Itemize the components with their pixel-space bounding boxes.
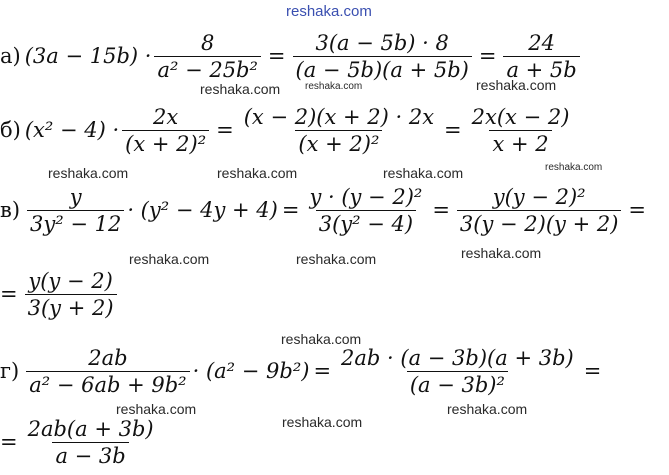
watermark: reshaka.com — [476, 77, 557, 93]
fraction — [27, 185, 124, 236]
fraction — [122, 105, 209, 156]
watermark-top: reshaka.com — [286, 3, 372, 20]
problem-a — [0, 24, 583, 88]
fraction — [25, 269, 117, 320]
equals-sign: = — [313, 359, 332, 383]
denominator: x + 2 — [489, 130, 551, 156]
equals-sign: = — [478, 44, 497, 68]
numerator: 2ab · (a − 3b)(a + 3b) — [341, 345, 574, 370]
numerator: y · (y − 2)² — [309, 184, 423, 209]
problem-label: б) — [0, 118, 21, 142]
problem-v — [0, 176, 650, 244]
fraction — [503, 31, 579, 82]
expression-multiplier: · (y² − 4y + 4) — [127, 198, 278, 222]
fraction — [241, 105, 437, 156]
equals-sign: = — [583, 359, 602, 383]
watermark: reshaka.com — [383, 165, 464, 181]
watermark: reshaka.com — [200, 81, 281, 97]
equals-sign: = — [0, 430, 18, 454]
watermark: reshaka.com — [217, 165, 298, 181]
fraction — [25, 417, 157, 468]
expression-lead: (x² − 4) · — [24, 118, 120, 142]
expression-lead: (3a − 15b) · — [24, 44, 152, 68]
equals-sign: = — [216, 118, 234, 142]
fraction — [154, 31, 260, 82]
denominator: (a − 3b)² — [407, 371, 508, 397]
denominator: 3(y − 2)(y + 2) — [457, 210, 621, 236]
numerator: 2ab — [88, 345, 128, 370]
denominator: a − 3b — [52, 442, 128, 468]
fraction — [293, 31, 472, 82]
watermark: reshaka.com — [282, 414, 363, 430]
numerator: 8 — [201, 30, 215, 55]
denominator: (x + 2)² — [295, 130, 382, 156]
watermark: reshaka.com — [48, 165, 129, 181]
numerator: 3(a − 5b) · 8 — [315, 30, 449, 55]
denominator: (x + 2)² — [122, 130, 209, 156]
equals-sign: = — [267, 44, 286, 68]
problem-v-continuation — [0, 262, 120, 326]
denominator: a² − 25b² — [154, 56, 260, 82]
fraction — [469, 105, 573, 156]
equals-sign: = — [0, 282, 18, 306]
denominator: 3(y + 2) — [25, 294, 117, 320]
equals-sign: = — [432, 198, 450, 222]
watermark: reshaka.com — [116, 401, 197, 417]
problem-label: а) — [0, 44, 21, 68]
fraction — [306, 185, 425, 236]
denominator: 3y² − 12 — [27, 210, 124, 236]
equals-sign: = — [444, 118, 462, 142]
equals-sign: = — [628, 198, 647, 222]
fraction — [26, 346, 189, 397]
numerator: y(y − 2)² — [492, 184, 586, 209]
expression-multiplier: · (a² − 9b²) — [192, 359, 310, 383]
watermark: reshaka.com — [447, 401, 528, 417]
denominator: (a − 5b)(a + 5b) — [293, 56, 472, 82]
problem-g-continuation — [0, 410, 160, 474]
problem-label: в) — [0, 198, 21, 222]
numerator: 2x — [153, 104, 179, 129]
denominator: 3(y² − 4) — [316, 210, 416, 236]
watermark: reshaka.com — [305, 81, 363, 92]
watermark: reshaka.com — [296, 251, 377, 267]
fraction — [338, 346, 577, 397]
equals-sign: = — [281, 198, 300, 222]
problem-b — [0, 98, 575, 162]
problem-label: г) — [0, 359, 20, 383]
numerator: 24 — [528, 30, 555, 55]
watermark: reshaka.com — [281, 331, 362, 347]
numerator: y — [69, 184, 82, 209]
numerator: 2x(x − 2) — [471, 104, 570, 129]
denominator: a² − 6ab + 9b² — [26, 371, 189, 397]
problem-g — [0, 338, 605, 404]
watermark: reshaka.com — [545, 162, 603, 173]
denominator: a + 5b — [503, 56, 579, 82]
numerator: (x − 2)(x + 2) · 2x — [243, 104, 435, 129]
numerator: y(y − 2) — [28, 268, 113, 293]
watermark: reshaka.com — [461, 245, 542, 261]
numerator: 2ab(a + 3b) — [27, 416, 154, 441]
watermark: reshaka.com — [129, 251, 210, 267]
fraction — [457, 185, 621, 236]
